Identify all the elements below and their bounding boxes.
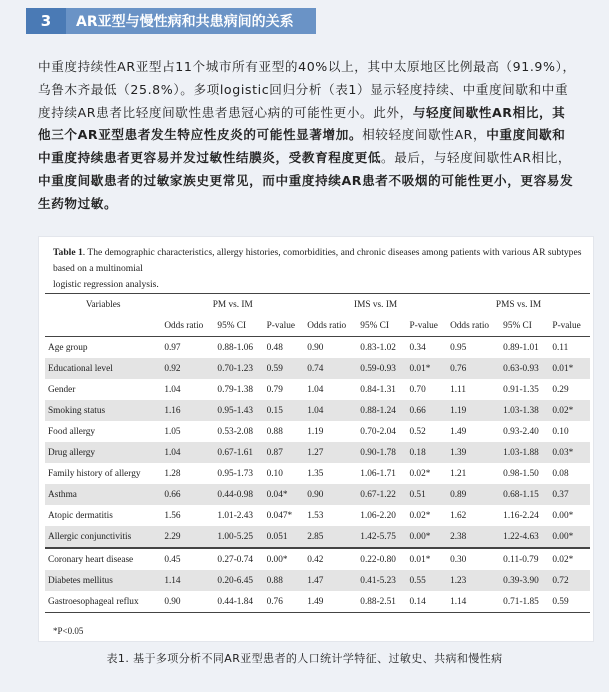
cell-p-value: 0.047*	[266, 510, 293, 521]
table-row	[45, 484, 590, 505]
figure-caption: 表1. 基于多项分析不同AR亚型患者的人口统计学特征、过敏史、共病和慢性病	[106, 652, 503, 665]
cell-odds-ratio: 1.28	[164, 468, 181, 479]
row-variable-name: Gender	[48, 384, 76, 395]
table-footnote: *P<0.05	[53, 626, 84, 636]
cell-ci: 0.88-1.24	[357, 400, 406, 421]
cell-p-value: 0.051	[264, 526, 305, 548]
cell-odds-ratio: 1.14	[447, 591, 500, 613]
table-figure	[38, 236, 594, 642]
cell-ci: 0.93-2.40	[503, 426, 539, 437]
cell-odds-ratio: 1.19	[307, 426, 324, 437]
row-variable-name: Asthma	[45, 484, 161, 505]
table-row	[45, 526, 590, 548]
table-row	[45, 358, 590, 379]
table-row	[45, 421, 590, 442]
cell-p-value: 0.76	[264, 591, 305, 613]
cell-p-value: 0.37	[549, 484, 590, 505]
cell-ci: 0.98-1.50	[503, 468, 539, 479]
cell-odds-ratio: 1.53	[307, 510, 324, 521]
row-variable-name: Diabetes mellitus	[45, 570, 161, 591]
table-caption-label: Table 1	[53, 247, 83, 258]
cell-p-value: 0.70	[409, 384, 426, 395]
cell-ci: 0.41-5.23	[357, 570, 406, 591]
cell-p-value: 0.10	[266, 468, 283, 479]
table-row	[45, 591, 590, 613]
cell-odds-ratio: 0.95	[450, 342, 467, 353]
cell-p-value: 0.59	[549, 591, 590, 613]
cell-odds-ratio: 1.27	[304, 442, 357, 463]
row-variable-name: Educational level	[45, 358, 161, 379]
subheader-blank	[45, 316, 161, 337]
cell-p-value: 0.01*	[406, 358, 447, 379]
subheader-p: P-value	[549, 316, 590, 337]
cell-odds-ratio: 1.04	[304, 400, 357, 421]
regression-table	[45, 293, 590, 613]
cell-p-value: 0.08	[552, 468, 569, 479]
group-header-pm: PM vs. IM	[161, 294, 304, 317]
cell-odds-ratio: 1.56	[164, 510, 181, 521]
cell-ci: 0.95-1.43	[214, 400, 263, 421]
cell-p-value: 0.01*	[406, 548, 447, 570]
cell-p-value: 0.02*	[549, 400, 590, 421]
cell-p-value: 0.10	[552, 426, 569, 437]
cell-ci: 1.42-5.75	[357, 526, 406, 548]
cell-p-value: 0.34	[409, 342, 426, 353]
subheader-ci: 95% CI	[214, 316, 263, 337]
subheader-p: P-value	[264, 316, 305, 337]
cell-odds-ratio: 1.05	[164, 426, 181, 437]
cell-ci: 0.88-1.06	[217, 342, 254, 353]
cell-p-value: 0.02*	[409, 468, 431, 479]
table-caption	[53, 245, 588, 293]
cell-ci: 0.39-3.90	[500, 570, 549, 591]
cell-odds-ratio: 2.38	[447, 526, 500, 548]
cell-odds-ratio: 0.92	[161, 358, 214, 379]
cell-ci: 0.22-0.80	[357, 548, 406, 570]
table-row	[45, 570, 590, 591]
cell-ci: 0.84-1.31	[360, 384, 396, 395]
cell-p-value: 0.00*	[552, 510, 574, 521]
cell-odds-ratio: 1.19	[447, 400, 500, 421]
subheader-ci: 95% CI	[357, 316, 406, 337]
group-header-ims: IMS vs. IM	[304, 294, 447, 317]
cell-ci: 0.79-1.38	[217, 384, 254, 395]
cell-odds-ratio: 1.11	[450, 384, 466, 395]
cell-p-value: 0.66	[406, 400, 447, 421]
cell-odds-ratio: 0.90	[304, 484, 357, 505]
cell-odds-ratio: 1.23	[447, 570, 500, 591]
table-body	[45, 337, 590, 613]
subheader-or: Odds ratio	[447, 316, 500, 337]
cell-ci: 1.01-2.43	[217, 510, 254, 521]
cell-p-value: 0.59	[264, 358, 305, 379]
cell-ci: 0.67-1.22	[357, 484, 406, 505]
cell-ci: 0.20-6.45	[214, 570, 263, 591]
cell-odds-ratio: 1.35	[307, 468, 324, 479]
cell-p-value: 0.02*	[549, 548, 590, 570]
cell-ci: 0.70-2.04	[360, 426, 396, 437]
cell-odds-ratio: 1.04	[307, 384, 324, 395]
group-header-pms: PMS vs. IM	[447, 294, 590, 317]
cell-ci: 0.70-1.23	[214, 358, 263, 379]
cell-p-value: 0.15	[264, 400, 305, 421]
cell-odds-ratio: 0.42	[304, 548, 357, 570]
paragraph-bold-3: 中重度间歇患者的过敏家族史更常见，而中重度持续AR患者不吸烟的可能性更小，更容易发生药物过敏。	[38, 172, 574, 211]
cell-odds-ratio: 1.62	[450, 510, 467, 521]
cell-odds-ratio: 0.89	[447, 484, 500, 505]
subheader-or: Odds ratio	[161, 316, 214, 337]
cell-ci: 0.71-1.85	[500, 591, 549, 613]
cell-p-value: 0.48	[266, 342, 283, 353]
cell-p-value: 0.03*	[549, 442, 590, 463]
cell-odds-ratio: 0.90	[307, 342, 324, 353]
cell-ci: 0.89-1.01	[503, 342, 539, 353]
cell-ci: 0.53-2.08	[217, 426, 254, 437]
subheader-or: Odds ratio	[304, 316, 357, 337]
cell-ci: 0.91-1.35	[503, 384, 539, 395]
table-row	[45, 442, 590, 463]
cell-p-value: 0.02*	[409, 510, 431, 521]
cell-p-value: 0.51	[406, 484, 447, 505]
cell-ci: 0.27-0.74	[214, 548, 263, 570]
cell-ci: 1.16-2.24	[503, 510, 539, 521]
cell-p-value: 0.88	[264, 570, 305, 591]
cell-ci: 0.44-0.98	[214, 484, 263, 505]
cell-ci: 0.83-1.02	[360, 342, 396, 353]
row-variable-name: Allergic conjunctivitis	[45, 526, 161, 548]
section-title: AR亚型与慢性病和共患病间的关系	[66, 8, 316, 34]
row-variable-name: Smoking status	[45, 400, 161, 421]
cell-odds-ratio: 1.47	[304, 570, 357, 591]
cell-odds-ratio: 1.49	[450, 426, 467, 437]
cell-odds-ratio: 1.21	[450, 468, 467, 479]
row-variable-name: Age group	[48, 342, 88, 353]
cell-p-value: 0.18	[406, 442, 447, 463]
cell-p-value: 0.00*	[264, 548, 305, 570]
row-variable-name: Gastroesophageal reflux	[45, 591, 161, 613]
table-caption-line3: logistic regression analysis.	[53, 279, 159, 290]
table-row	[45, 400, 590, 421]
cell-ci: 1.06-2.20	[360, 510, 396, 521]
row-variable-name: Coronary heart disease	[45, 548, 161, 570]
cell-ci: 1.03-1.38	[500, 400, 549, 421]
cell-p-value: 0.04*	[264, 484, 305, 505]
cell-ci: 0.67-1.61	[214, 442, 263, 463]
cell-odds-ratio: 0.45	[161, 548, 214, 570]
row-variable-name: Drug allergy	[45, 442, 161, 463]
cell-odds-ratio: 2.85	[304, 526, 357, 548]
paragraph-text-2: 相较轻度间歇性AR，	[362, 127, 487, 143]
cell-odds-ratio: 1.04	[164, 384, 181, 395]
table-caption-text: . The demographic characteristics, allergy histories, comorbidities, and chronic diseases among patients with various AR subtypes based on a multinomial	[53, 247, 582, 274]
cell-p-value: 0.14	[406, 591, 447, 613]
cell-ci: 1.03-1.88	[500, 442, 549, 463]
paragraph-bold-1: 与轻度间歇性AR相比，其他三个AR亚型患者发生特应性皮炎的可能性显著增加。	[38, 104, 566, 143]
table-row	[45, 505, 590, 526]
cell-ci: 0.68-1.15	[500, 484, 549, 505]
cell-odds-ratio: 0.76	[447, 358, 500, 379]
col-variables: Variables	[45, 294, 161, 317]
table-row	[45, 463, 590, 484]
cell-p-value: 0.55	[406, 570, 447, 591]
paragraph-text-1: 中重度持续性AR亚型占11个城市所有亚型的40%以上，其中太原地区比例最高（91.9%），乌鲁木齐最低（25.8%）。多项logistic回归分析（表1）显示轻度持续、中重度间歇和中重度持续AR患者比轻度间歇性患者患冠心病的可能性更小。此外，	[38, 59, 576, 120]
cell-odds-ratio: 0.30	[447, 548, 500, 570]
cell-odds-ratio: 1.14	[161, 570, 214, 591]
cell-p-value: 0.01*	[549, 358, 590, 379]
cell-ci: 0.63-0.93	[500, 358, 549, 379]
table-row	[45, 548, 590, 570]
cell-ci: 0.59-0.93	[357, 358, 406, 379]
row-variable-name: Family history of allergy	[48, 468, 141, 479]
cell-odds-ratio: 1.04	[161, 442, 214, 463]
table-row	[45, 379, 590, 400]
cell-ci: 0.95-1.73	[217, 468, 254, 479]
cell-ci: 1.06-1.71	[360, 468, 396, 479]
table-subheader	[45, 316, 590, 337]
cell-ci: 1.22-4.63	[500, 526, 549, 548]
row-variable-name: Food allergy	[48, 426, 96, 437]
cell-odds-ratio: 2.29	[161, 526, 214, 548]
cell-ci: 1.00-5.25	[214, 526, 263, 548]
cell-p-value: 0.72	[549, 570, 590, 591]
row-variable-name: Atopic dermatitis	[48, 510, 113, 521]
cell-odds-ratio: 1.16	[161, 400, 214, 421]
cell-ci: 0.44-1.84	[214, 591, 263, 613]
cell-odds-ratio: 1.39	[447, 442, 500, 463]
cell-odds-ratio: 0.90	[161, 591, 214, 613]
body-paragraph	[38, 56, 578, 216]
cell-p-value: 0.88	[266, 426, 283, 437]
cell-p-value: 0.29	[552, 384, 569, 395]
table-row	[45, 337, 590, 359]
cell-p-value: 0.87	[264, 442, 305, 463]
paragraph-text-3: 。最后，与轻度间歇性AR相比，	[381, 150, 572, 166]
cell-odds-ratio: 0.97	[164, 342, 181, 353]
cell-p-value: 0.00*	[549, 526, 590, 548]
subheader-ci: 95% CI	[500, 316, 549, 337]
cell-p-value: 0.11	[552, 342, 569, 353]
cell-odds-ratio: 1.49	[304, 591, 357, 613]
table-group-header	[45, 294, 590, 317]
subheader-p: P-value	[406, 316, 447, 337]
cell-ci: 0.11-0.79	[500, 548, 549, 570]
cell-ci: 0.88-2.51	[357, 591, 406, 613]
paragraph-bold-2: 中重度间歇和中重度持续患者更容易并发过敏性结膜炎，受教育程度更低	[38, 127, 566, 166]
section-header	[0, 0, 609, 44]
cell-odds-ratio: 0.74	[304, 358, 357, 379]
cell-ci: 0.90-1.78	[357, 442, 406, 463]
cell-p-value: 0.52	[409, 426, 426, 437]
cell-odds-ratio: 0.66	[161, 484, 214, 505]
cell-p-value: 0.00*	[406, 526, 447, 548]
cell-p-value: 0.79	[266, 384, 283, 395]
section-number: 3	[26, 8, 66, 34]
